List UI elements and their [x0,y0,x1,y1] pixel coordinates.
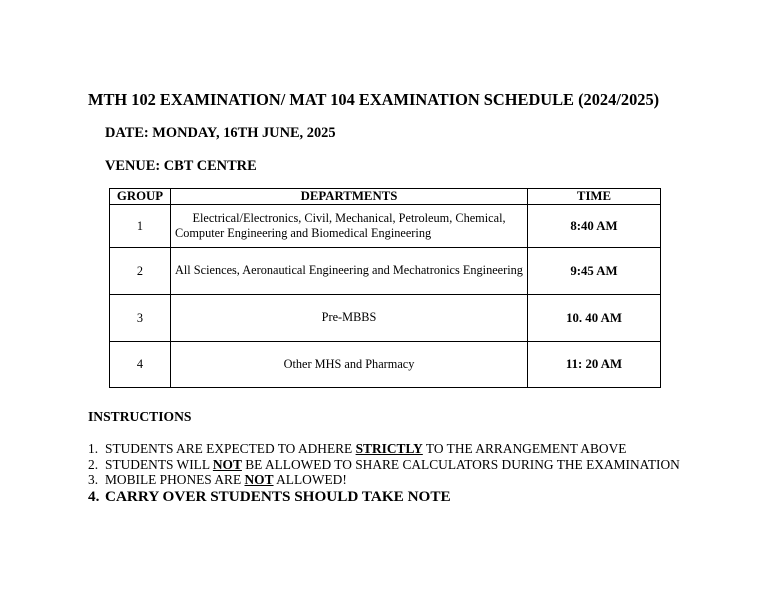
time-cell: 11: 20 AM [528,342,661,388]
group-cell: 1 [110,205,171,248]
table-row [110,205,661,248]
table-row [110,295,661,342]
departments-cell: Pre-MBBS [171,295,528,342]
header-departments: DEPARTMENTS [171,189,528,205]
item-text: MOBILE PHONES ARE [105,472,245,487]
item-text: TO THE ARRANGEMENT ABOVE [422,441,627,456]
list-item [88,488,748,506]
time-cell: 10. 40 AM [528,295,661,342]
departments-cell: All Sciences, Aeronautical Engineering and Mechatronics Engineering [171,248,528,295]
item-number: 1. [88,441,99,456]
item-number: 4. [88,487,100,505]
list-item [88,457,748,473]
departments-line: Computer Engineering and Biomedical Engineering [175,226,432,240]
item-emphasis: STRICTLY [355,441,423,456]
group-cell: 3 [110,295,171,342]
group-cell: 4 [110,342,171,388]
list-item [88,472,748,488]
item-emphasis: NOT [212,456,242,472]
exam-venue: VENUE: CBT CENTRE [105,158,257,174]
exam-date: DATE: MONDAY, 16TH JUNE, 2025 [105,125,336,141]
table-row [110,342,661,388]
item-text: ALLOWED! [273,472,347,487]
item-text: CARRY OVER STUDENTS SHOULD TAKE NOTE [105,487,451,505]
header-time: TIME [528,189,661,205]
item-text: STUDENTS WILL [105,456,213,472]
departments-line: Electrical/Electronics, Civil, Mechanical, Petroleum, Chemical, [192,210,506,225]
time-cell: 9:45 AM [528,248,661,295]
table-row [110,248,661,295]
schedule-table [109,188,661,388]
item-number: 2. [88,456,99,472]
table-header-row [110,189,661,205]
time-cell: 8:40 AM [528,205,661,248]
departments-cell: Other MHS and Pharmacy [171,342,528,388]
document-title: MTH 102 EXAMINATION/ MAT 104 EXAMINATION SCHEDULE (2024/2025) [88,90,660,109]
item-text: STUDENTS ARE EXPECTED TO ADHERE [105,441,356,456]
item-emphasis: NOT [244,472,274,487]
group-cell: 2 [110,248,171,295]
header-group: GROUP [110,189,171,205]
instructions-list [88,441,748,506]
item-number: 3. [88,472,99,487]
instructions-heading: INSTRUCTIONS [88,409,192,424]
list-item [88,441,748,457]
item-text: BE ALLOWED TO SHARE CALCULATORS DURING THE EXAMINATION [241,456,680,472]
departments-cell [171,205,528,248]
